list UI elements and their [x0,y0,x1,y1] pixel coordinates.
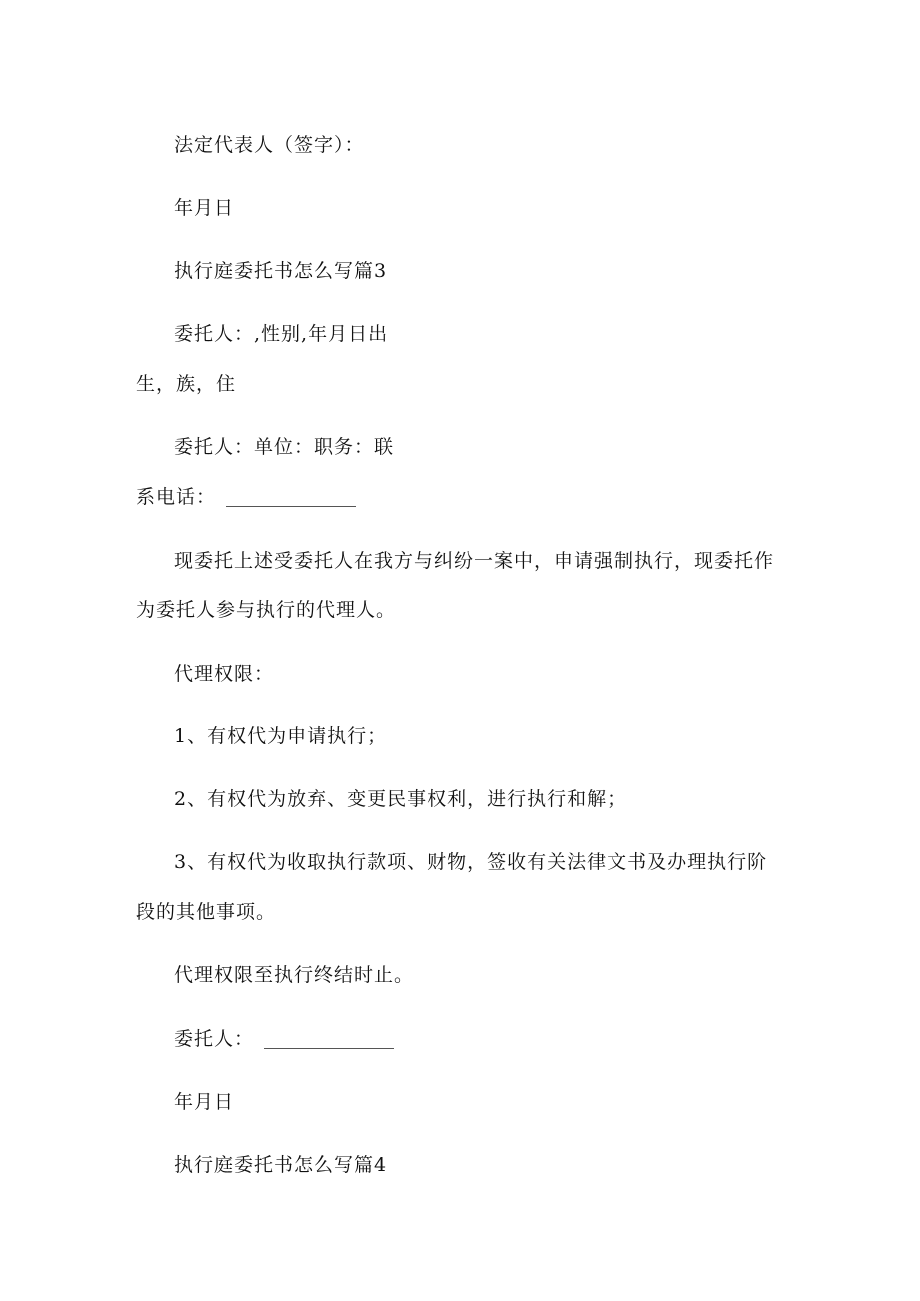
signer-label: 委托人： [174,1028,255,1050]
principal-info-continued: 生，族，住 [136,373,237,395]
date-line: 年月日 [174,197,235,219]
authority-item-3: 3、有权代为收取执行款项、财物，签收有关法律文书及办理执行阶 [174,851,768,873]
authority-title: 代理权限： [174,663,275,685]
authority-term: 代理权限至执行终结时止。 [174,964,415,986]
agent-phone-line [136,485,356,509]
principal-info-line: 委托人：,性别,年月日出 [174,323,389,345]
legal-representative-signature-line: 法定代表人（签字）： [174,134,365,156]
body-paragraph-continued: 为委托人参与执行的代理人。 [136,599,397,621]
body-paragraph-line: 现委托上述受委托人在我方与纠纷一案中，申请强制执行，现委托作 [174,550,775,572]
section-heading-3: 执行庭委托书怎么写篇3 [174,260,388,282]
agent-phone-label: 系电话： [136,486,217,508]
authority-item-1: 1、有权代为申请执行； [174,725,388,747]
section-heading-4: 执行庭委托书怎么写篇4 [174,1154,388,1176]
signer-blank-underline [264,1047,394,1049]
authority-item-2: 2、有权代为放弃、变更民事权利，进行执行和解； [174,788,628,810]
agent-info-line: 委托人：单位：职务：联 [174,436,395,458]
signer-line [174,1027,394,1051]
authority-item-3-continued: 段的其他事项。 [136,901,277,923]
phone-blank-underline [226,505,356,507]
date-line-2: 年月日 [174,1091,235,1113]
